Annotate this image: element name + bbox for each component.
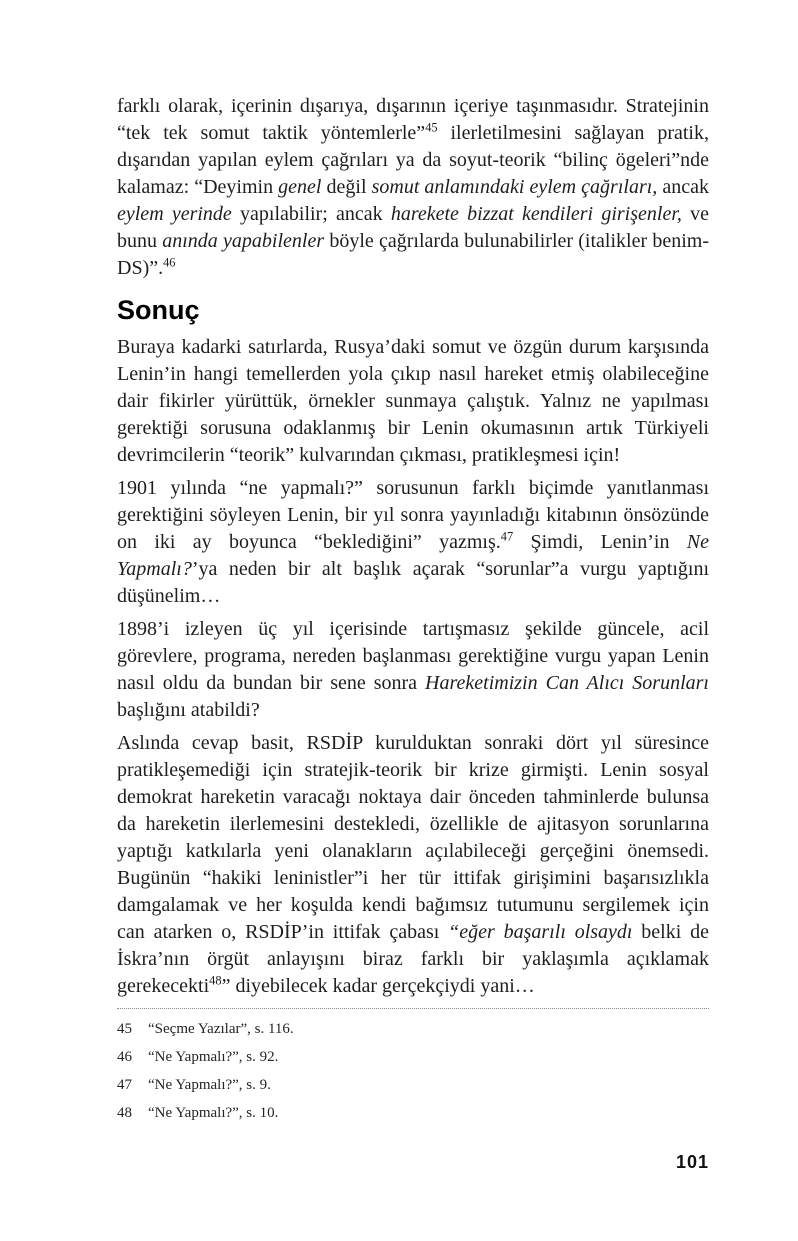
body-paragraph-continuation: farklı olarak, içerinin dışarıya, dışarının içeriye taşınmasıdır. Stratejinin “tek tek somut taktik yöntemlerle”$^{45}$ ilerletilmesini sağlayan pratik, dışarıdan yapılan eylem çağrıları ya da soyut-teorik “bilinç ögeleri”nde kalamaz: “Deyimin genel değil somut anlamındaki eylem çağrıları, ancak eylem yerinde yapılabilir; ancak harekete bizzat kendileri girişenler, ve bunu anında yapabilenler böyle çağrılarda bulunabilirler (italikler benim-DS)”.$^{46}$	[117, 95, 709, 279]
footnote-text: “Ne Yapmalı?”, s. 92.	[148, 1049, 279, 1065]
body-paragraph-4: Aslında cevap basit, RSDİP kurulduktan sonraki dört yıl süresince pratikleşemediği için stratejik-teorik bir krize girmişti. Lenin sosyal demokrat hareketin varacağı noktaya dair önceden tahminlerde bulunsa da hareketin ilerlemesini destekledi, özellikle de ajitasyon sorunlarına yaptığı katkılarla yeni olanakların açılabileceği gerçeğini önemsedi. Bugünün “hakiki leninistler”i her tür ittifak girişimini başarısızlıkla damgalamak ve her koşulda kendi bağımsız tutumunu sergilemek için can atarken o, RSDİP’in ittifak çabası “eğer başarılı olsaydı belki de İskra’nın örgüt anlayışını biraz farklı bir yaklaşımla açıklamak gerekecekti$^{48}$” diyebilecek kadar gerçekçiydi yani…	[117, 732, 709, 997]
footnote-text: “Seçme Yazılar”, s. 116.	[148, 1021, 294, 1037]
footnote-text: “Ne Yapmalı?”, s. 9.	[148, 1077, 271, 1093]
footnote-number: 47	[117, 1077, 132, 1093]
footnote-separator	[117, 1008, 709, 1009]
body-paragraph-1: Buraya kadarki satırlarda, Rusya’daki somut ve özgün durum karşısında Lenin’in hangi temellerden yola çıkıp nasıl hareket etmiş olabileceğine dair fikirler yürüttük, örnekler sunmaya çalıştık. Yalnız ne yapılması gerektiği sorusuna odaklanmış bir Lenin okumasının artık Türkiyeli devrimcilerin “teorik” kulvarından çıkması, pratikleşmesi için!	[117, 336, 709, 466]
footnote-number: 46	[117, 1049, 132, 1065]
footnote-46	[117, 1049, 709, 1065]
footnote-number: 45	[117, 1021, 132, 1037]
footnote-text: “Ne Yapmalı?”, s. 10.	[148, 1105, 279, 1121]
footnote-45	[117, 1021, 709, 1037]
page-number: 101	[675, 1152, 709, 1172]
section-heading: Sonuç	[117, 295, 200, 325]
body-paragraph-2: 1901 yılında “ne yapmalı?” sorusunun farklı biçimde yanıtlanması gerektiğini söyleyen Lenin, bir yıl sonra yayınladığı kitabının önsözünde on iki ay boyunca “beklediğini” yazmış.$^{47}$ Şimdi, Lenin’in Ne Yapmalı?’ya neden bir alt başlık açarak “sorunlar”a vurgu yaptığını düşünelim…	[117, 477, 709, 607]
footnote-48	[117, 1105, 709, 1121]
footnote-number: 48	[117, 1105, 132, 1121]
footnote-block	[117, 1008, 709, 1121]
body-paragraph-3: 1898’i izleyen üç yıl içerisinde tartışmasız şekilde güncele, acil görevlere, programa, nereden başlanması gerektiğine vurgu yapan Lenin nasıl oldu da bundan bir sene sonra Hareketimizin Can Alıcı Sorunları başlığını atabildi?	[117, 618, 709, 721]
footnote-47	[117, 1077, 709, 1093]
body-text-column	[117, 93, 709, 1005]
